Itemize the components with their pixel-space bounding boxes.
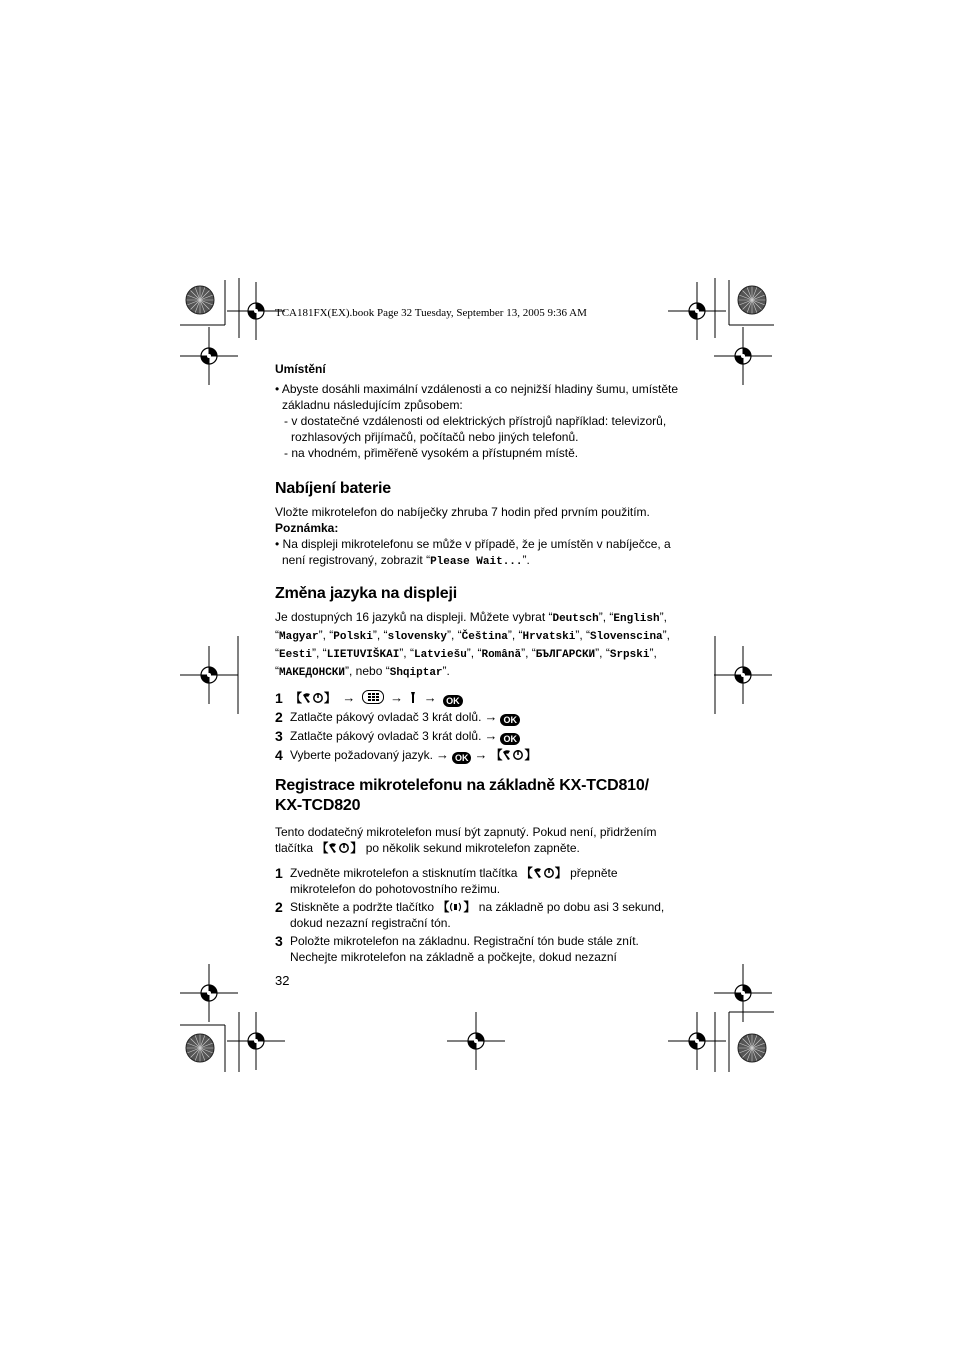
- step-number: 3: [275, 728, 283, 744]
- ok-key: OK: [500, 714, 520, 726]
- step-number: 4: [275, 747, 283, 763]
- arrow-icon: →: [423, 690, 437, 705]
- ok-key: OK: [443, 695, 463, 707]
- language-title: Změna jazyka na displeji: [275, 585, 457, 602]
- language-separator: ”, “: [275, 610, 667, 642]
- language-option: Slovenscina: [590, 631, 663, 643]
- battery-note-post: ”.: [522, 553, 530, 567]
- battery-note-label: Poznámka:: [275, 521, 339, 535]
- language-separator: ”, “: [275, 646, 657, 678]
- language-separator: ”, “: [595, 646, 610, 660]
- language-separator: ”.: [442, 664, 450, 678]
- language-option: English: [613, 613, 660, 625]
- display-message: Please Wait...: [430, 556, 523, 568]
- language-separator: ”, “: [575, 628, 591, 642]
- arrow-icon: →: [484, 709, 498, 724]
- registration-title-line-2: KX-TCD820: [275, 797, 361, 814]
- page-content: [275, 361, 685, 965]
- registration-step-1: [275, 864, 685, 897]
- locator-key: 【 】: [437, 900, 476, 914]
- language-separator: ”, “: [312, 646, 327, 660]
- ok-key: OK: [500, 733, 520, 745]
- language-separator: ”, “: [399, 646, 414, 660]
- language-option: МАКЕДОНСКИ: [279, 667, 346, 679]
- handset-off-power-icon: [302, 692, 324, 704]
- step-number: 1: [275, 690, 283, 706]
- language-option: Polski: [333, 631, 373, 643]
- arrow-icon: →: [342, 690, 356, 705]
- language-separator: ”, “: [507, 628, 523, 642]
- step-text-post: na základně po dobu asi 3 sekund, dokud nezazní registrační tón.: [290, 900, 665, 930]
- step-text-post: přepněte mikrotelefon do pohotovostního režimu.: [290, 866, 618, 896]
- registration-intro-pre: Tento dodatečný mikrotelefon musí být zapnutý. Pokud není, přidržením tlačítka: [275, 825, 657, 855]
- language-separator: ”, “: [318, 628, 334, 642]
- placement-dash-2: - na vhodném, přiměřeně vysokém a přístupném místě.: [284, 446, 579, 460]
- registration-step-2: [275, 898, 685, 931]
- off-key: 【 】: [490, 748, 537, 762]
- language-option: БЪЛГАРСКИ: [535, 649, 596, 661]
- arrow-icon: →: [435, 747, 449, 762]
- language-separator: ”, “: [521, 646, 536, 660]
- language-option: Čeština: [461, 631, 508, 643]
- step-text-pre: Stiskněte a podržte tlačítko: [290, 900, 438, 914]
- language-option: slovensky: [387, 631, 447, 643]
- step-text: Vyberte požadovaný jazyk.: [290, 748, 433, 762]
- placement-title: Umístění: [275, 362, 326, 376]
- menu-grid-icon: [362, 690, 384, 704]
- battery-text: Vložte mikrotelefon do nabíječky zhruba 7 hodin před prvním použitím.: [275, 505, 650, 519]
- off-key: 【 】: [290, 691, 337, 705]
- battery-note: [275, 536, 685, 570]
- page-number: 32: [275, 973, 290, 988]
- language-option: LIETUVIŠKAI: [326, 649, 400, 661]
- paging-locator-icon: [449, 901, 463, 913]
- language-intro-pre: Je dostupných 16 jazyků na displeji. Můžete vybrat “: [275, 610, 553, 624]
- language-step-4: [275, 746, 685, 764]
- language-intro: [275, 609, 685, 681]
- language-option: Deutsch: [552, 613, 599, 625]
- registration-intro-post: po několik sekund mikrotelefon zapněte.: [362, 841, 580, 855]
- ok-key: OK: [452, 752, 472, 764]
- language-separator: ”, “: [466, 646, 482, 660]
- registration-intro: [275, 824, 685, 856]
- wrench-settings-icon: [409, 691, 417, 704]
- language-step-2: [275, 708, 685, 726]
- language-step-3: [275, 727, 685, 745]
- battery-note-pre: • Na displeji mikrotelefonu se může v případě, že je umístěn v nabíječce, a není registrovaný, zobrazit “: [275, 537, 671, 567]
- step-text: Zatlačte pákový ovladač 3 krát dolů.: [290, 729, 482, 743]
- arrow-icon: →: [390, 690, 404, 705]
- registration-title: [275, 776, 685, 816]
- registration-title-line-1: Registrace mikrotelefonu na základně KX-TCD810/: [275, 777, 649, 794]
- book-header-line: TCA181FX(EX).book Page 32 Tuesday, September 13, 2005 9:36 AM: [275, 307, 587, 319]
- step-number: 2: [275, 709, 283, 725]
- language-separator: ”, “: [446, 628, 462, 642]
- step-number: 1: [275, 865, 283, 881]
- registration-step-3: [275, 932, 685, 965]
- step-number: 3: [275, 933, 283, 949]
- language-option: Latviešu: [413, 649, 467, 661]
- step-text: Zatlačte pákový ovladač 3 krát dolů.: [290, 710, 482, 724]
- language-separator: ”, “: [372, 628, 388, 642]
- arrow-icon: →: [484, 728, 498, 743]
- placement-dash-1: - v dostatečné vzdálenosti od elektrických přístrojů například: televizorů, rozhlasových přijímačů, počítačů nebo jiných telefonů.: [284, 414, 667, 444]
- language-option: Magyar: [279, 631, 319, 643]
- language-separator: ”, “: [275, 628, 670, 660]
- language-option: Hrvatski: [522, 631, 576, 643]
- language-option: Română: [481, 649, 522, 661]
- language-separator: ”, nebo “: [345, 664, 390, 678]
- handset-off-power-icon: [502, 749, 524, 761]
- language-separator: ”, “: [598, 610, 614, 624]
- language-option: Eesti: [279, 649, 313, 661]
- handset-off-power-icon: [533, 867, 555, 879]
- language-step-1: [275, 689, 685, 707]
- off-key: 【 】: [316, 841, 363, 855]
- step-number: 2: [275, 899, 283, 915]
- language-option: Srpski: [609, 649, 650, 661]
- language-option: Shqiptar: [389, 667, 443, 679]
- placement-bullet: • Abyste dosáhli maximální vzdálenosti a co nejnižší hladiny šumu, umístěte základnu následujícím způsobem:: [275, 382, 679, 412]
- off-key: 【 】: [520, 866, 567, 880]
- step-text-pre: Zvedněte mikrotelefon a stisknutím tlačítka: [290, 866, 521, 880]
- arrow-icon: →: [474, 747, 488, 762]
- battery-title: Nabíjení baterie: [275, 480, 391, 497]
- step-text: Položte mikrotelefon na základnu. Registrační tón bude stále znít. Nechejte mikrotelefon na základně a počkejte, dokud nezazní: [290, 934, 639, 964]
- handset-off-power-icon: [328, 842, 350, 854]
